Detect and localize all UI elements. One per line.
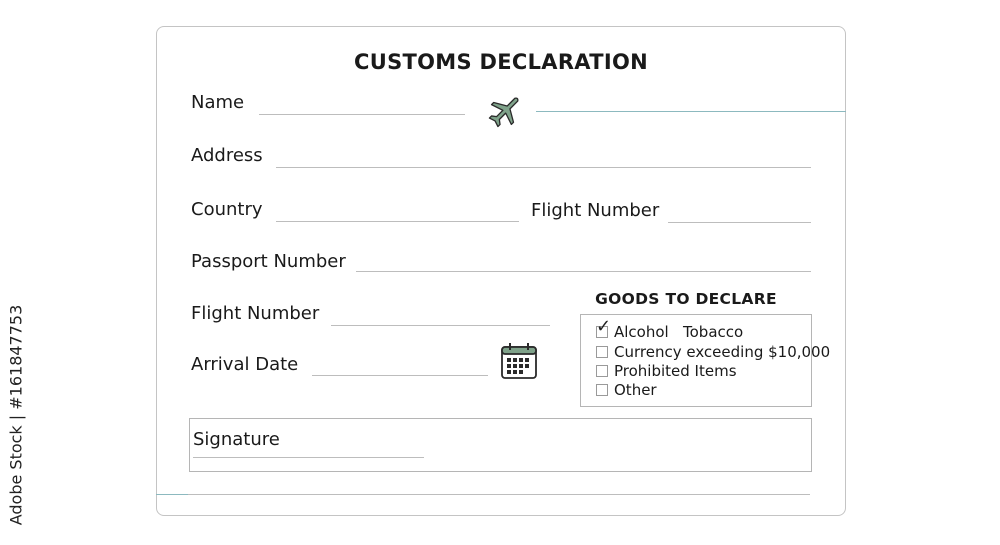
- signature-label: Signature: [193, 429, 280, 450]
- bottom-accent-line: [156, 494, 188, 495]
- plane-decor-line: [536, 111, 846, 112]
- signature-box: [189, 418, 812, 472]
- bottom-line: [188, 494, 810, 495]
- flight-number-label: Flight Number: [191, 303, 320, 324]
- country-field[interactable]: [276, 221, 519, 222]
- checkbox[interactable]: [596, 346, 608, 358]
- check-mark-icon: ✓: [596, 316, 612, 337]
- name-field[interactable]: [259, 114, 465, 115]
- goods-option-currency[interactable]: [596, 343, 830, 361]
- checkbox[interactable]: [596, 365, 608, 377]
- arrival-date-label: Arrival Date: [191, 354, 299, 375]
- goods-option-other[interactable]: [596, 381, 657, 399]
- stock-credit: [1, 300, 31, 530]
- flight-number-field-right[interactable]: [668, 222, 811, 223]
- goods-to-declare-title: GOODS TO DECLARE: [595, 290, 777, 308]
- stock-credit-text: Adobe Stock | #161847753: [6, 304, 26, 526]
- arrival-date-field[interactable]: [312, 375, 488, 376]
- checkbox[interactable]: [596, 316, 612, 338]
- passport-number-label: Passport Number: [191, 251, 346, 272]
- address-label: Address: [191, 145, 263, 166]
- checkbox[interactable]: [596, 384, 608, 396]
- name-label: Name: [191, 92, 245, 113]
- goods-option-label: Prohibited Items: [614, 362, 737, 380]
- signature-field[interactable]: [193, 457, 424, 458]
- country-label: Country: [191, 199, 263, 220]
- form-title: CUSTOMS DECLARATION: [354, 50, 648, 74]
- goods-option-label: Alcohol Tobacco: [614, 323, 744, 341]
- passport-number-field[interactable]: [356, 271, 811, 272]
- goods-option-prohibited[interactable]: [596, 362, 737, 380]
- airplane-icon: [486, 92, 524, 130]
- calendar-icon[interactable]: [500, 342, 538, 380]
- goods-option-alcohol-tobacco[interactable]: [596, 316, 744, 341]
- goods-option-label: Currency exceeding $10,000: [614, 343, 831, 361]
- address-field[interactable]: [276, 167, 811, 168]
- goods-option-label: Other: [614, 381, 657, 399]
- flight-number-field[interactable]: [331, 325, 550, 326]
- flight-number-label-right: Flight Number: [531, 200, 660, 221]
